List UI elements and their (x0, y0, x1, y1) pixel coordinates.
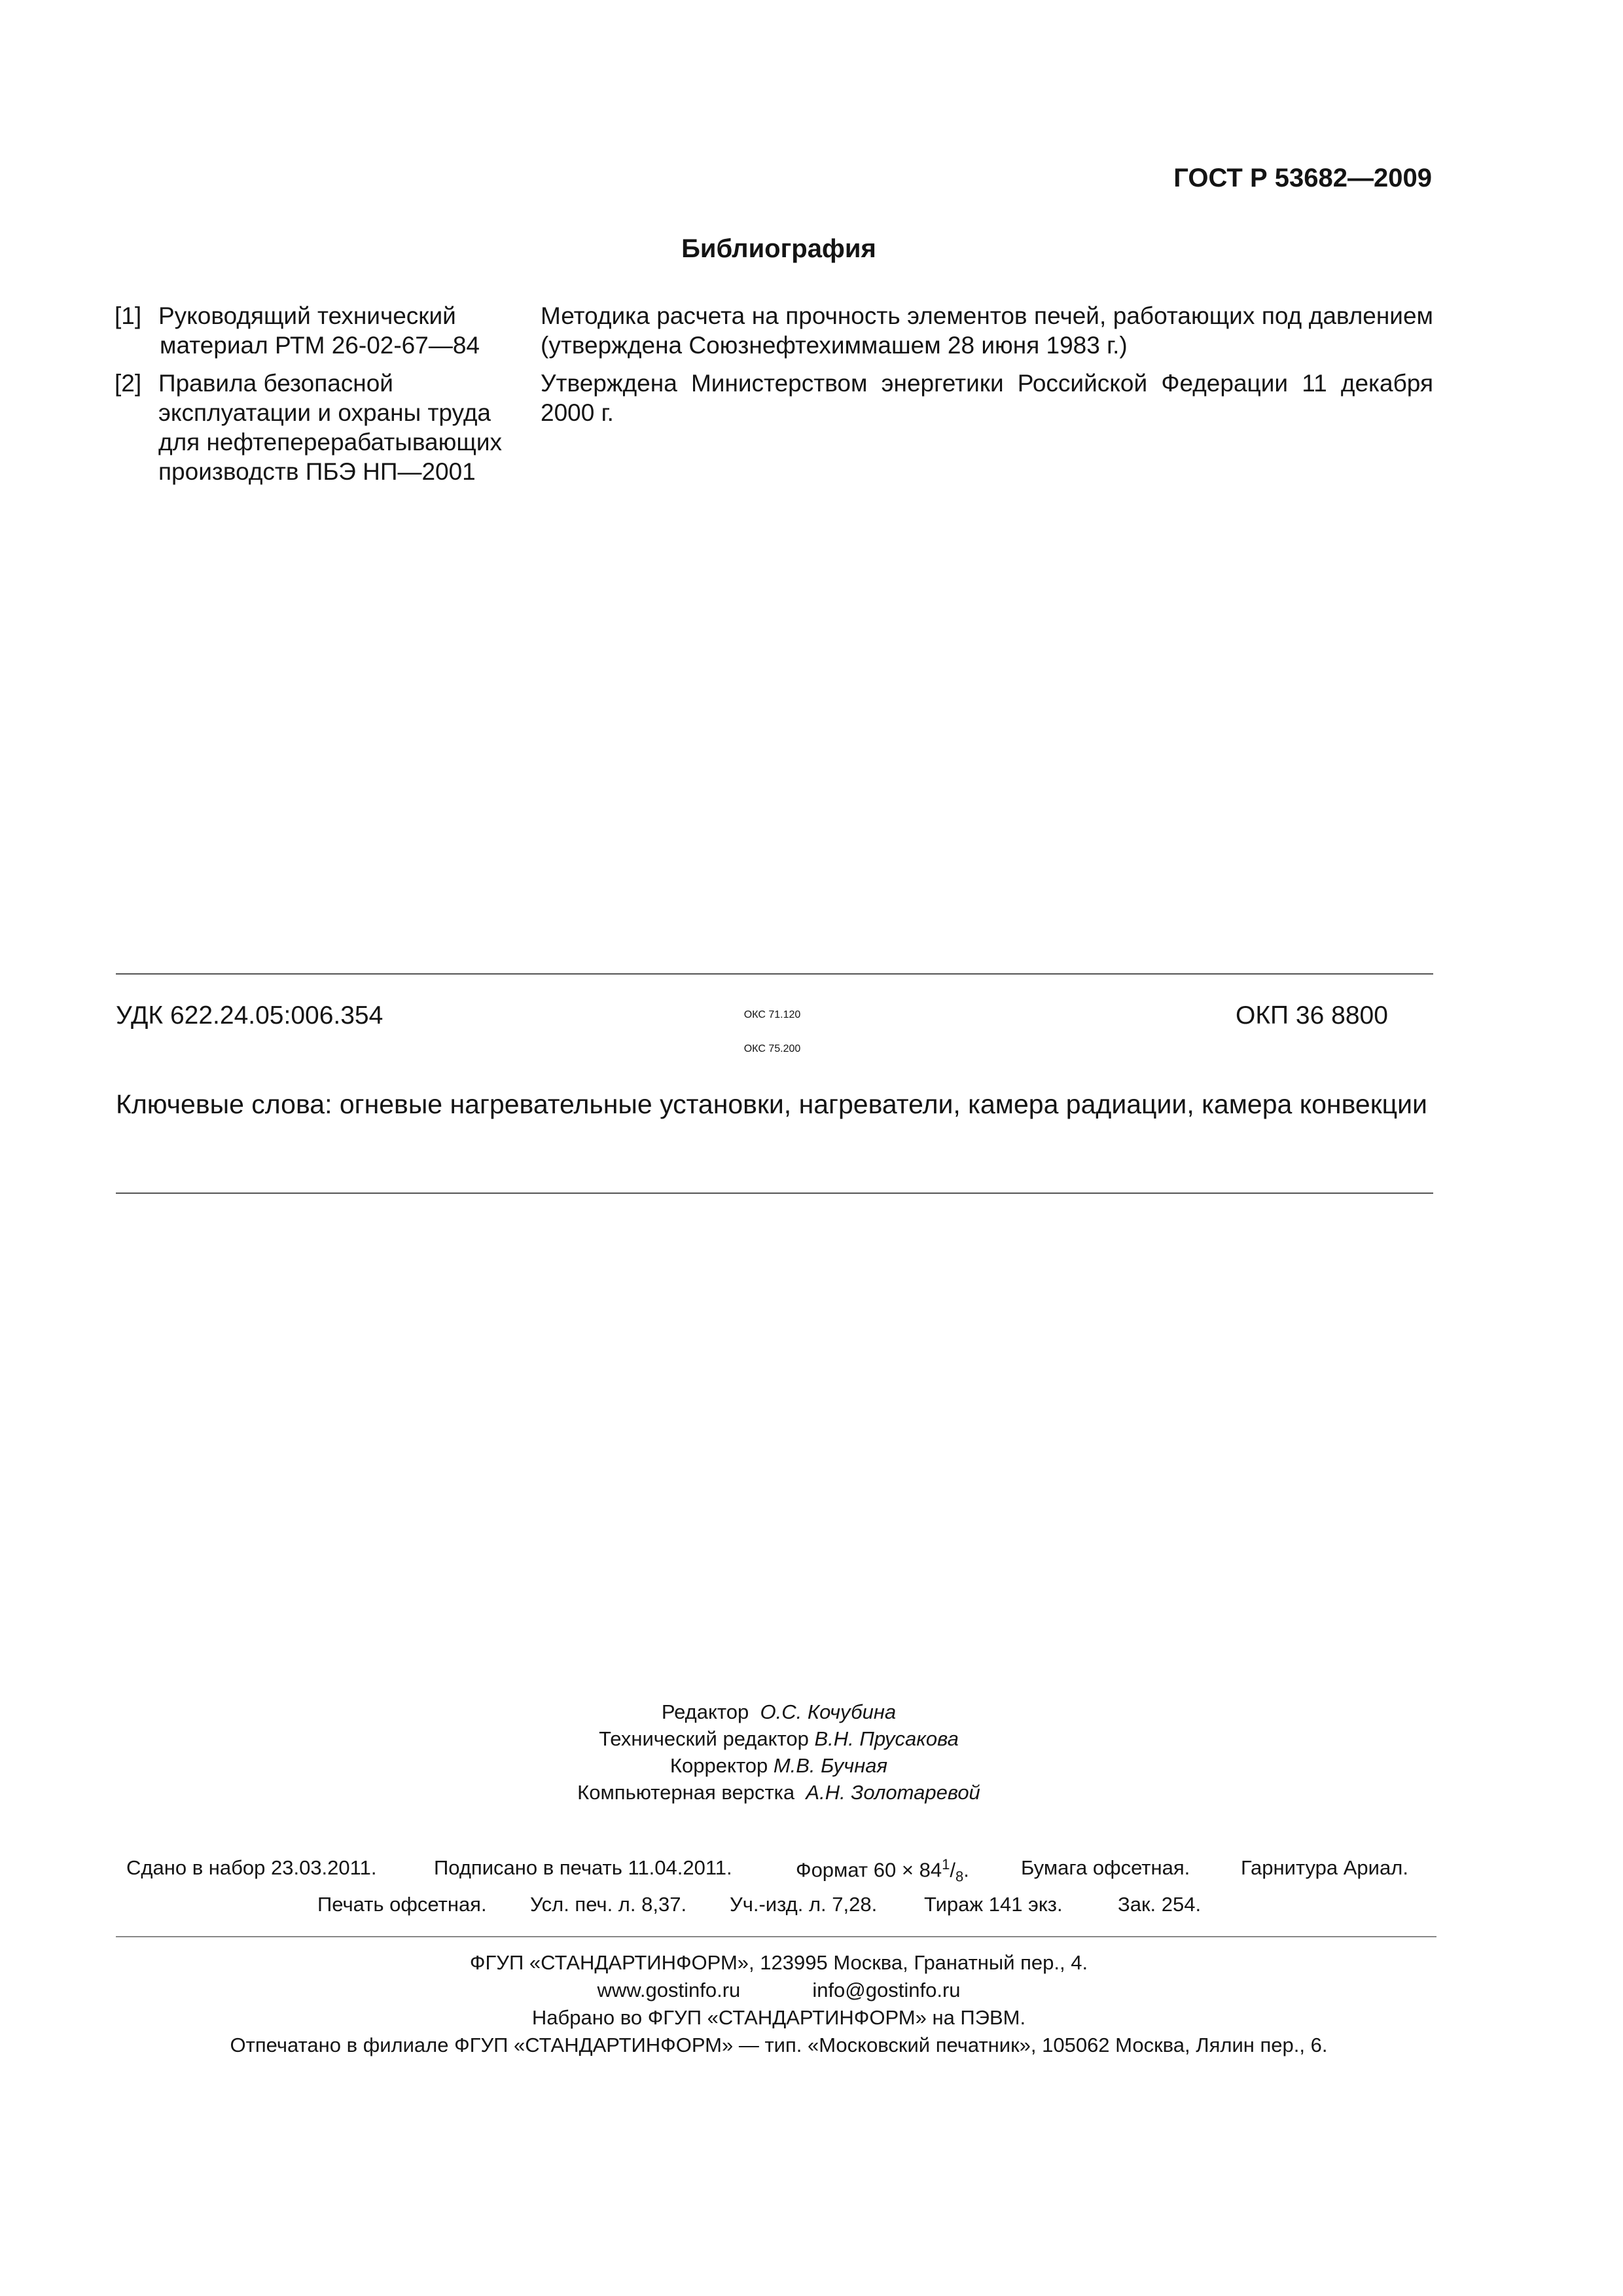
entry-description: Методика расчета на прочность элементов печей, работающих под давлением (утверждена Союзнефтехиммашем 28 июня 1983 г.) (541, 302, 1433, 359)
entry-number: [1] (115, 302, 142, 329)
entry-source-line: Правила безопасной (158, 370, 393, 397)
entry-source-line: производств ПБЭ НП—2001 (158, 458, 476, 485)
credit-line (0, 1698, 1558, 1725)
publisher-block (0, 1949, 1558, 2059)
entry-description: Утверждена Министерством энергетики Российской Федерации 11 декабря 2000 г. (541, 370, 1433, 426)
publisher-address: ФГУП «СТАНДАРТИНФОРМ», 123995 Москва, Гранатный пер., 4. (469, 1951, 1088, 1974)
publishing-sheets: Уч.-изд. л. 7,28. (730, 1893, 878, 1916)
credit-role: Редактор (661, 1700, 749, 1723)
divider-bottom (116, 1193, 1433, 1194)
publisher-contacts (0, 1977, 1558, 2004)
bibliography-entry (115, 368, 1433, 493)
format-fraction-num: 1 (942, 1856, 950, 1873)
udk-code: УДК 622.24.05:006.354 (116, 1001, 383, 1030)
print-run: Тираж 141 экз. (924, 1893, 1063, 1916)
format-fraction-den: 8 (955, 1868, 964, 1885)
credit-role: Компьютерная верстка (577, 1781, 795, 1804)
order-number: Зак. 254. (1118, 1893, 1202, 1916)
credit-line (0, 1752, 1558, 1779)
entry-source-line: для нефтеперерабатывающих (158, 429, 502, 456)
email-link[interactable]: info@gostinfo.ru (812, 1979, 961, 2001)
entry-source-line: материал РТМ 26-02-67—84 (160, 332, 480, 359)
paper-format: Формат $60 \times 84^1/_8$. (796, 1856, 969, 1885)
signed-date: Подписано в печать 11.04.2011. (434, 1856, 732, 1879)
conventional-sheets: Усл. печ. л. 8,37. (530, 1893, 687, 1916)
keywords: Ключевые слова: огневые нагревательные установки, нагреватели, камера радиации, камера конвекции (116, 1089, 1427, 1119)
print-type: Печать офсетная. (317, 1893, 487, 1916)
entry-number: [2] (115, 370, 142, 397)
oks-codes (654, 998, 890, 1066)
paper-type: Бумага офсетная. (1021, 1856, 1190, 1879)
credit-line (0, 1779, 1558, 1806)
entry-source-line: Руководящий технический (158, 302, 456, 329)
typeset-note: Набрано во ФГУП «СТАНДАРТИНФОРМ» на ПЭВМ. (531, 2006, 1026, 2029)
divider-publisher (116, 1936, 1436, 1937)
okp-code: ОКП 36 8800 (1236, 1001, 1388, 1030)
format-label: Формат 60 (796, 1858, 897, 1882)
bibliography-title: Библиография (681, 234, 876, 263)
format-times: × (901, 1858, 914, 1882)
credit-line (0, 1725, 1558, 1752)
divider-top (116, 973, 1433, 975)
format-value: 84 (919, 1858, 942, 1882)
bibliography-entry (115, 301, 1433, 363)
oks-code: ОКС 71.120 (743, 1009, 801, 1020)
credit-name: М.В. Бучная (773, 1754, 888, 1777)
credits-block (0, 1698, 1558, 1806)
typeface: Гарнитура Ариал. (1241, 1856, 1408, 1879)
entry-source-line: эксплуатации и охраны труда (158, 399, 491, 426)
website-link[interactable]: www.gostinfo.ru (597, 1979, 741, 2001)
oks-code: ОКС 75.200 (743, 1043, 801, 1054)
credit-role: Корректор (669, 1754, 768, 1777)
credit-name: В.Н. Прусакова (814, 1727, 959, 1750)
credit-role: Технический редактор (599, 1727, 809, 1750)
printed-note: Отпечатано в филиале ФГУП «СТАНДАРТИНФОРМ» — тип. «Московский печатник», 105062 Москва, Лялин пер., 6. (230, 2034, 1328, 2056)
credit-name: А.Н. Золотаревой (806, 1781, 980, 1804)
standard-number: ГОСТ Р 53682—2009 (1173, 164, 1432, 192)
credit-name: О.С. Кочубина (760, 1700, 897, 1723)
submitted-date: Сдано в набор 23.03.2011. (126, 1856, 377, 1879)
